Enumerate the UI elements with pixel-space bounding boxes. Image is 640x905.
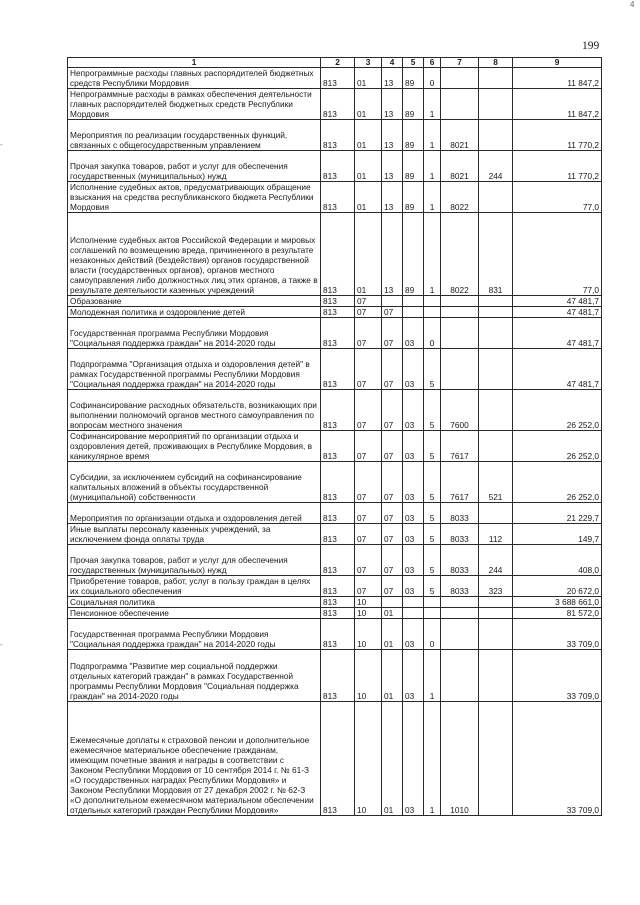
- table-row: [68, 390, 602, 431]
- item-name-cell: Непрограммные расходы главных распорядителей бюджетных средств Республики Мордовия: [68, 68, 321, 89]
- subsection-code-cell: 07: [382, 524, 403, 545]
- amount-cell: 33 709,0: [513, 650, 602, 702]
- amount-cell: 47 481,7: [513, 307, 602, 318]
- program-code-cell: 03: [403, 349, 424, 390]
- subsection-code-cell: 07: [382, 462, 403, 503]
- section-code-cell: 10: [355, 608, 382, 619]
- expense-type-cell: [479, 307, 513, 318]
- table-row: [68, 608, 602, 619]
- column-header: 7: [441, 58, 479, 68]
- section-code-cell: 07: [355, 349, 382, 390]
- expense-type-cell: [479, 650, 513, 702]
- section-code-cell: 07: [355, 503, 382, 524]
- item-name-cell: Подпрограмма "Организация отдыха и оздоровления детей" в рамках Государственной программы Республики Мордовия "Социальная поддержка граждан" на 2014-2020 годы: [68, 349, 321, 390]
- column-header: 2: [321, 58, 355, 68]
- subprogram-code-cell: 5: [424, 431, 441, 462]
- item-name-cell: Подпрограмма "Развитие мер социальной поддержки отдельных категорий граждан" в рамках Государственной программы Республики Мордовия "Социальная поддержка граждан" на 2014-2020 годы: [68, 650, 321, 702]
- table-row: [68, 151, 602, 182]
- section-code-cell: 01: [355, 151, 382, 182]
- subsection-code-cell: 07: [382, 390, 403, 431]
- section-code-cell: 01: [355, 68, 382, 89]
- table-row: [68, 619, 602, 650]
- direction-code-cell: 8021: [441, 120, 479, 151]
- expense-type-cell: [479, 702, 513, 816]
- subprogram-code-cell: 1: [424, 89, 441, 120]
- amount-cell: 21 229,7: [513, 503, 602, 524]
- program-code-cell: 89: [403, 151, 424, 182]
- ministry-code-cell: 813: [321, 608, 355, 619]
- direction-code-cell: [441, 68, 479, 89]
- expense-type-cell: [479, 318, 513, 349]
- subprogram-code-cell: 0: [424, 318, 441, 349]
- expense-type-cell: [479, 120, 513, 151]
- column-header: 1: [68, 58, 321, 68]
- section-code-cell: 07: [355, 296, 382, 307]
- subprogram-code-cell: 5: [424, 349, 441, 390]
- item-name-cell: Социальная политика: [68, 597, 321, 608]
- section-code-cell: 07: [355, 576, 382, 597]
- section-code-cell: 07: [355, 390, 382, 431]
- subsection-code-cell: 07: [382, 503, 403, 524]
- column-header: 4: [382, 58, 403, 68]
- section-code-cell: 01: [355, 213, 382, 296]
- section-code-cell: 01: [355, 182, 382, 213]
- item-name-cell: Софинансирование мероприятий по организации отдыха и оздоровления детей, проживающих в Республике Мордовия, в каникулярное время: [68, 431, 321, 462]
- section-code-cell: 01: [355, 120, 382, 151]
- table-row: [68, 213, 602, 296]
- direction-code-cell: 8033: [441, 545, 479, 576]
- table-row: [68, 576, 602, 597]
- item-name-cell: Государственная программа Республики Мордовия "Социальная поддержка граждан" на 2014-2020 годы: [68, 619, 321, 650]
- amount-cell: 408,0: [513, 545, 602, 576]
- program-code-cell: 03: [403, 576, 424, 597]
- subprogram-code-cell: [424, 307, 441, 318]
- direction-code-cell: [441, 597, 479, 608]
- ministry-code-cell: 813: [321, 349, 355, 390]
- program-code-cell: [403, 597, 424, 608]
- direction-code-cell: 7617: [441, 431, 479, 462]
- section-code-cell: 07: [355, 462, 382, 503]
- subprogram-code-cell: 1: [424, 702, 441, 816]
- table-row: [68, 68, 602, 89]
- direction-code-cell: 8033: [441, 503, 479, 524]
- expense-type-cell: [479, 68, 513, 89]
- program-code-cell: [403, 296, 424, 307]
- item-name-cell: Прочая закупка товаров, работ и услуг для обеспечения государственных (муниципальных) нужд: [68, 151, 321, 182]
- column-header: 5: [403, 58, 424, 68]
- subprogram-code-cell: 1: [424, 650, 441, 702]
- section-code-cell: 10: [355, 597, 382, 608]
- program-code-cell: [403, 307, 424, 318]
- item-name-cell: Мероприятия по реализации государственных функций, связанных с общегосударственным управлением: [68, 120, 321, 151]
- table-row: [68, 462, 602, 503]
- expense-type-cell: [479, 349, 513, 390]
- amount-cell: 33 709,0: [513, 702, 602, 816]
- amount-cell: 26 252,0: [513, 431, 602, 462]
- expense-type-cell: [479, 296, 513, 307]
- ministry-code-cell: 813: [321, 545, 355, 576]
- expense-type-cell: 112: [479, 524, 513, 545]
- item-name-cell: Исполнение судебных актов, предусматривающих обращение взыскания на средства республиканского бюджета Республики Мордовия: [68, 182, 321, 213]
- direction-code-cell: 8033: [441, 524, 479, 545]
- amount-cell: 149,7: [513, 524, 602, 545]
- amount-cell: 81 572,0: [513, 608, 602, 619]
- table-row: [68, 296, 602, 307]
- column-header: 6: [424, 58, 441, 68]
- ministry-code-cell: 813: [321, 576, 355, 597]
- ministry-code-cell: 813: [321, 650, 355, 702]
- subsection-code-cell: 01: [382, 608, 403, 619]
- section-code-cell: 07: [355, 545, 382, 576]
- table-row: [68, 318, 602, 349]
- table-row: [68, 650, 602, 702]
- subsection-code-cell: 07: [382, 431, 403, 462]
- direction-code-cell: [441, 349, 479, 390]
- subsection-code-cell: 01: [382, 619, 403, 650]
- direction-code-cell: [441, 318, 479, 349]
- ministry-code-cell: 813: [321, 524, 355, 545]
- table-row: [68, 597, 602, 608]
- ministry-code-cell: 813: [321, 182, 355, 213]
- ministry-code-cell: 813: [321, 702, 355, 816]
- program-code-cell: 03: [403, 524, 424, 545]
- table-row: [68, 524, 602, 545]
- expense-type-cell: [479, 597, 513, 608]
- table-header-row: [68, 58, 602, 68]
- subprogram-code-cell: 5: [424, 462, 441, 503]
- expense-type-cell: 323: [479, 576, 513, 597]
- ministry-code-cell: 813: [321, 597, 355, 608]
- program-code-cell: 03: [403, 431, 424, 462]
- program-code-cell: 03: [403, 702, 424, 816]
- item-name-cell: Субсидии, за исключением субсидий на софинансирование капитальных вложений в объекты государственной (муниципальной) собственности: [68, 462, 321, 503]
- expense-type-cell: 244: [479, 545, 513, 576]
- item-name-cell: Иные выплаты персоналу казенных учреждений, за исключением фонда оплаты труда: [68, 524, 321, 545]
- expense-type-cell: 831: [479, 213, 513, 296]
- subsection-code-cell: 01: [382, 702, 403, 816]
- amount-cell: 26 252,0: [513, 462, 602, 503]
- amount-cell: 33 709,0: [513, 619, 602, 650]
- subsection-code-cell: 07: [382, 545, 403, 576]
- section-code-cell: 01: [355, 89, 382, 120]
- subsection-code-cell: 13: [382, 182, 403, 213]
- table-body: [68, 68, 602, 816]
- item-name-cell: Непрограммные расходы в рамках обеспечения деятельности главных распорядителей бюджетных средств Республики Мордовия: [68, 89, 321, 120]
- table-row: [68, 545, 602, 576]
- direction-code-cell: 7600: [441, 390, 479, 431]
- direction-code-cell: 1010: [441, 702, 479, 816]
- subsection-code-cell: 01: [382, 650, 403, 702]
- ministry-code-cell: 813: [321, 120, 355, 151]
- ministry-code-cell: 813: [321, 431, 355, 462]
- expense-type-cell: [479, 608, 513, 619]
- table-row: [68, 503, 602, 524]
- expense-type-cell: [479, 89, 513, 120]
- subprogram-code-cell: 1: [424, 151, 441, 182]
- amount-cell: 11 770,2: [513, 151, 602, 182]
- subprogram-code-cell: [424, 608, 441, 619]
- table-row: [68, 307, 602, 318]
- item-name-cell: Исполнение судебных актов Российской Федерации и мировых соглашений по возмещению вреда, причиненного в результате незаконных действий (бездействия) органов государственной власти (государственных органов), органов местного самоуправления либо должностных лиц этих органов, а также в результате деятельности казенных учреждений: [68, 213, 321, 296]
- ministry-code-cell: 813: [321, 89, 355, 120]
- ministry-code-cell: 813: [321, 213, 355, 296]
- subsection-code-cell: [382, 296, 403, 307]
- amount-cell: 3 688 661,0: [513, 597, 602, 608]
- expense-type-cell: [479, 390, 513, 431]
- amount-cell: 47 481,7: [513, 296, 602, 307]
- budget-table: [67, 57, 602, 816]
- ministry-code-cell: 813: [321, 151, 355, 182]
- table-row: [68, 120, 602, 151]
- direction-code-cell: [441, 619, 479, 650]
- page-number: 199: [582, 40, 600, 52]
- direction-code-cell: 7617: [441, 462, 479, 503]
- direction-code-cell: [441, 307, 479, 318]
- program-code-cell: 03: [403, 545, 424, 576]
- column-header: 9: [513, 58, 602, 68]
- direction-code-cell: 8033: [441, 576, 479, 597]
- subprogram-code-cell: 1: [424, 213, 441, 296]
- table-row: [68, 349, 602, 390]
- subprogram-code-cell: 0: [424, 619, 441, 650]
- expense-type-cell: 244: [479, 151, 513, 182]
- amount-cell: 77,0: [513, 213, 602, 296]
- subsection-code-cell: 07: [382, 576, 403, 597]
- ministry-code-cell: 813: [321, 390, 355, 431]
- item-name-cell: Молодежная политика и оздоровление детей: [68, 307, 321, 318]
- program-code-cell: 03: [403, 462, 424, 503]
- subsection-code-cell: 13: [382, 213, 403, 296]
- subprogram-code-cell: 5: [424, 524, 441, 545]
- left-margin-mark: -: [0, 140, 3, 149]
- section-code-cell: 10: [355, 650, 382, 702]
- item-name-cell: Мероприятия по организации отдыха и оздоровления детей: [68, 503, 321, 524]
- subprogram-code-cell: 1: [424, 182, 441, 213]
- subsection-code-cell: 13: [382, 120, 403, 151]
- expense-type-cell: [479, 503, 513, 524]
- table-row: [68, 702, 602, 816]
- direction-code-cell: [441, 608, 479, 619]
- column-header: 3: [355, 58, 382, 68]
- corner-mark: 4: [630, 0, 635, 9]
- program-code-cell: 03: [403, 390, 424, 431]
- subprogram-code-cell: 5: [424, 390, 441, 431]
- section-code-cell: 07: [355, 524, 382, 545]
- item-name-cell: Прочая закупка товаров, работ и услуг для обеспечения государственных (муниципальных) нужд: [68, 545, 321, 576]
- amount-cell: 77,0: [513, 182, 602, 213]
- amount-cell: 11 847,2: [513, 89, 602, 120]
- amount-cell: 47 481,7: [513, 349, 602, 390]
- program-code-cell: 89: [403, 68, 424, 89]
- direction-code-cell: 8021: [441, 151, 479, 182]
- ministry-code-cell: 813: [321, 318, 355, 349]
- section-code-cell: 07: [355, 307, 382, 318]
- ministry-code-cell: 813: [321, 503, 355, 524]
- ministry-code-cell: 813: [321, 68, 355, 89]
- expense-type-cell: [479, 431, 513, 462]
- table-row: [68, 89, 602, 120]
- direction-code-cell: [441, 296, 479, 307]
- ministry-code-cell: 813: [321, 307, 355, 318]
- amount-cell: 11 770,2: [513, 120, 602, 151]
- column-header: 8: [479, 58, 513, 68]
- expense-type-cell: [479, 619, 513, 650]
- program-code-cell: 03: [403, 318, 424, 349]
- subsection-code-cell: 13: [382, 68, 403, 89]
- item-name-cell: Ежемесячные доплаты к страховой пенсии и дополнительное ежемесячное материальное обеспечение гражданам, имеющим почетные звания и награды в соответствии с Законом Республики Мордовия от 10 сентября 2014 г. № 61-З «О государственных наградах Республики Мордовия» и Законом Республики Мордовия от 27 декабря 2002 г. № 62-З «О дополнительном ежемесячном материальном обеспечении отдельных категорий граждан Республики Мордовия»: [68, 702, 321, 816]
- item-name-cell: Приобретение товаров, работ, услуг в пользу граждан в целях их социального обеспечения: [68, 576, 321, 597]
- subprogram-code-cell: 5: [424, 503, 441, 524]
- direction-code-cell: [441, 89, 479, 120]
- table-row: [68, 182, 602, 213]
- ministry-code-cell: 813: [321, 462, 355, 503]
- ministry-code-cell: 813: [321, 296, 355, 307]
- program-code-cell: 89: [403, 120, 424, 151]
- program-code-cell: 89: [403, 213, 424, 296]
- expense-type-cell: 521: [479, 462, 513, 503]
- item-name-cell: Софинансирование расходных обязательств, возникающих при выполнении полномочий органов местного самоуправления по вопросам местного значения: [68, 390, 321, 431]
- subprogram-code-cell: 0: [424, 68, 441, 89]
- section-code-cell: 07: [355, 431, 382, 462]
- program-code-cell: 03: [403, 503, 424, 524]
- section-code-cell: 10: [355, 619, 382, 650]
- amount-cell: 20 672,0: [513, 576, 602, 597]
- expense-type-cell: [479, 182, 513, 213]
- program-code-cell: 03: [403, 650, 424, 702]
- item-name-cell: Государственная программа Республики Мордовия "Социальная поддержка граждан" на 2014-2020 годы: [68, 318, 321, 349]
- section-code-cell: 07: [355, 318, 382, 349]
- subsection-code-cell: 13: [382, 89, 403, 120]
- program-code-cell: 03: [403, 619, 424, 650]
- subsection-code-cell: 13: [382, 151, 403, 182]
- program-code-cell: 89: [403, 89, 424, 120]
- item-name-cell: Образование: [68, 296, 321, 307]
- subsection-code-cell: 07: [382, 318, 403, 349]
- amount-cell: 26 252,0: [513, 390, 602, 431]
- program-code-cell: 89: [403, 182, 424, 213]
- item-name-cell: Пенсионное обеспечение: [68, 608, 321, 619]
- subprogram-code-cell: [424, 597, 441, 608]
- amount-cell: 47 481,7: [513, 318, 602, 349]
- left-margin-mark: -: [0, 640, 3, 649]
- subsection-code-cell: 07: [382, 349, 403, 390]
- subprogram-code-cell: 5: [424, 545, 441, 576]
- table-row: [68, 431, 602, 462]
- direction-code-cell: 8022: [441, 213, 479, 296]
- subprogram-code-cell: 1: [424, 120, 441, 151]
- subprogram-code-cell: 5: [424, 576, 441, 597]
- subsection-code-cell: [382, 597, 403, 608]
- ministry-code-cell: 813: [321, 619, 355, 650]
- subsection-code-cell: 07: [382, 307, 403, 318]
- direction-code-cell: [441, 650, 479, 702]
- amount-cell: 11 847,2: [513, 68, 602, 89]
- subprogram-code-cell: [424, 296, 441, 307]
- direction-code-cell: 8022: [441, 182, 479, 213]
- section-code-cell: 10: [355, 702, 382, 816]
- program-code-cell: [403, 608, 424, 619]
